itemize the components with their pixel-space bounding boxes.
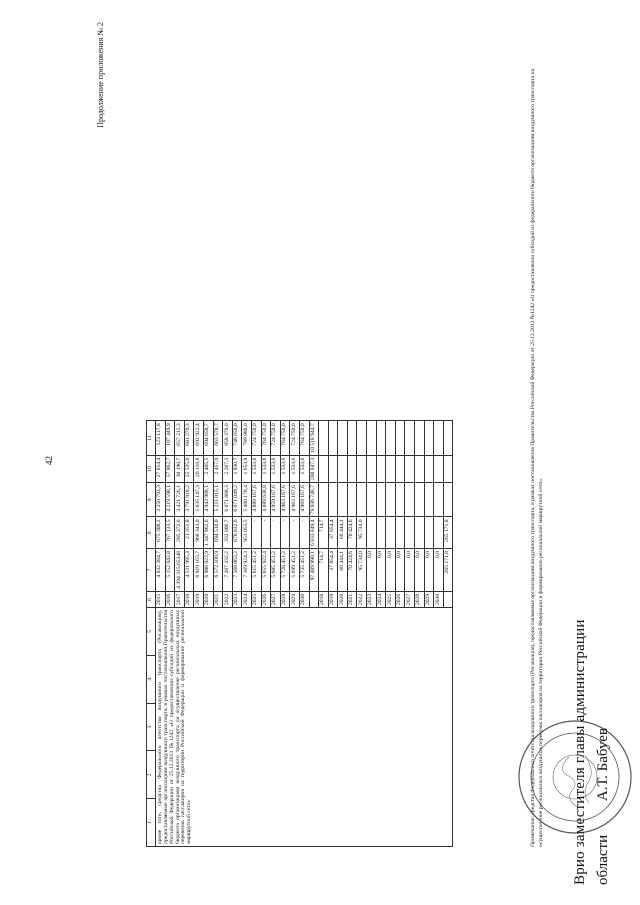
value-cell-c9 xyxy=(405,483,415,517)
year-cell: 2029 xyxy=(290,591,300,607)
value-cell-c11: 10 518 944,7 xyxy=(309,421,319,455)
year-cell: 2027 xyxy=(405,591,415,607)
value-cell-c8 xyxy=(405,517,415,549)
value-cell-c11 xyxy=(357,421,367,455)
value-cell-c11: 657 215,3 xyxy=(175,421,185,455)
value-cell-c7: 97 489 990,1 xyxy=(309,549,319,592)
value-cell-c10 xyxy=(319,455,329,482)
value-cell-c11: 123 117,8 xyxy=(156,421,166,455)
value-cell-c11 xyxy=(338,421,348,455)
funding-source-description: кроме того, средства Федерального агентства воздушного транспорта (Росавиация), предоставляемые организациям воздушного транспорта, в рамках постановления Правительства Российской Федерации от 25.12.2013 №1242 «О предоставлении субсидий из федерального бюджета организациям воздушного транспорта на осуществление региональных воздушных перевозок пассажиров на территории Российской Федерации и формирование региональной маршрутной сети» xyxy=(156,608,453,847)
value-cell-c7: 60 444,1 xyxy=(338,549,348,592)
value-cell-c8: 675 308,2 xyxy=(156,517,166,549)
value-cell-c8: 70 424,6 xyxy=(347,517,357,549)
value-cell-c8: 265 171,8 xyxy=(443,517,453,549)
year-cell: 2018 xyxy=(184,591,194,607)
value-cell-c7: 0,0 xyxy=(395,549,405,592)
total-year-cell xyxy=(443,591,453,607)
value-cell-c9: 6 071 888,3 xyxy=(223,483,233,517)
value-cell-c9 xyxy=(338,483,348,517)
value-cell-c9: 4 889 638,8 xyxy=(261,483,271,517)
year-cell: 2025 xyxy=(386,591,396,607)
value-cell-c7: 5 699 451,2 xyxy=(290,549,300,592)
value-cell-c8: 953 055,5 xyxy=(242,517,252,549)
value-cell-c10 xyxy=(405,455,415,482)
value-cell-c7: 6 572 100,9 xyxy=(213,549,223,592)
page-number: 42 xyxy=(44,456,54,465)
value-cell-c11: 681 270,3 xyxy=(184,421,194,455)
value-cell-c11 xyxy=(443,421,453,455)
value-cell-c7: 0,0 xyxy=(376,549,386,592)
value-cell-c10: 1 533,6 xyxy=(271,455,281,482)
value-cell-c8: 21 351,8 xyxy=(184,517,194,549)
column-number: 6 xyxy=(147,591,156,607)
value-cell-c7: 5 685 451,2 xyxy=(271,549,281,592)
value-cell-c9: 4 969 167,6 xyxy=(299,483,309,517)
year-cell: 2017 xyxy=(175,591,185,607)
value-cell-c10 xyxy=(357,455,367,482)
value-cell-c7: 4 511 995,3 xyxy=(184,549,194,592)
value-cell-c8: 678 832,6 xyxy=(232,517,242,549)
value-cell-c11: 764 750,0 xyxy=(280,421,290,455)
value-cell-c7: 5 728 451,2 xyxy=(280,549,290,592)
column-number: 5 xyxy=(147,608,156,656)
value-cell-c10 xyxy=(367,455,377,482)
year-cell: 2019 xyxy=(328,591,338,607)
value-cell-c10 xyxy=(424,455,434,482)
year-cell: 2026 xyxy=(395,591,405,607)
value-cell-c10 xyxy=(386,455,396,482)
value-cell-c11 xyxy=(386,421,396,455)
value-cell-c7: 7 169 924,3 xyxy=(242,549,252,592)
year-cell: 2021 xyxy=(213,591,223,607)
value-cell-c7: 0,0 xyxy=(367,549,377,592)
value-cell-c9: 5 211 015,1 xyxy=(213,483,223,517)
year-cell: 2018 xyxy=(319,591,329,607)
value-cell-c8: 60 444,1 xyxy=(338,517,348,549)
signature-block xyxy=(595,728,612,885)
value-cell-c8: 6 833 849,4 xyxy=(309,517,319,549)
year-cell: 2024 xyxy=(242,591,252,607)
value-cell-c7: 5 735 451,2 xyxy=(299,549,309,592)
value-cell-c9 xyxy=(328,483,338,517)
value-cell-c10: 1 653,9 xyxy=(242,455,252,482)
value-cell-c8 xyxy=(424,517,434,549)
value-cell-c8: 694 510,0 xyxy=(213,517,223,549)
value-cell-c11 xyxy=(415,421,425,455)
value-cell-c9: 3 250 793,3 xyxy=(156,483,166,517)
year-cell: 2020 xyxy=(203,591,213,607)
year-cell: 2020 xyxy=(338,591,348,607)
value-cell-c8: - xyxy=(290,517,300,549)
footnote: Примечание: средства Федерального агентства воздушного транспорта (Росавиация), предоставляемые организациям воздушного транспорта, в рамках постановления Правительства Российской Федерации от 25.12.2013 №1242 «О предоставлении субсидий из федерального бюджета организациям воздушного транспорта на осуществление региональных воздушных перевозок пассажиров на территории Российской Федерации и формирование региональной маршрутной сети». xyxy=(530,68,544,847)
value-cell-c11 xyxy=(424,421,434,455)
value-cell-c10: 2 267,3 xyxy=(223,455,233,482)
value-cell-c7: 6 919 163,7 xyxy=(194,549,204,592)
value-cell-c7: 7 267 332,2 xyxy=(223,549,233,592)
value-cell-c8 xyxy=(434,517,444,549)
value-cell-c8 xyxy=(367,517,377,549)
value-cell-c9 xyxy=(443,483,453,517)
value-cell-c8: 332 806,7 xyxy=(223,517,233,549)
value-cell-c10 xyxy=(338,455,348,482)
value-cell-c10: 2 457,0 xyxy=(213,455,223,482)
value-cell-c11: 858 370,0 xyxy=(223,421,233,455)
value-cell-c10 xyxy=(328,455,338,482)
value-cell-c10: 30 190,7 xyxy=(175,455,185,482)
table-row xyxy=(156,421,166,847)
value-cell-c9: 4 963 167,6 xyxy=(290,483,300,517)
signature-title: Врио заместителя главы администрации xyxy=(572,619,588,885)
year-cell: 2023 xyxy=(232,591,242,607)
year-cell: 2016 xyxy=(165,591,175,607)
value-cell-c9 xyxy=(415,483,425,517)
value-cell-c7: 37 854,4 xyxy=(328,549,338,592)
year-cell: 2025 xyxy=(251,591,261,607)
value-cell-c11 xyxy=(319,421,329,455)
value-cell-c10 xyxy=(376,455,386,482)
funding-table-body xyxy=(147,421,453,847)
value-cell-c9: 4 943 988,1 xyxy=(203,483,213,517)
column-number: 2 xyxy=(147,751,156,799)
year-cell: 2024 xyxy=(376,591,386,607)
value-cell-c8: - xyxy=(299,517,309,549)
value-cell-c9: 4 959 167,6 xyxy=(271,483,281,517)
value-cell-c11: 724 750,0 xyxy=(290,421,300,455)
value-cell-c9: 3 791 918,2 xyxy=(184,483,194,517)
column-number: 8 xyxy=(147,517,156,549)
value-cell-c10: 1 533,6 xyxy=(261,455,271,482)
value-cell-c7: 70 424,6 xyxy=(347,549,357,592)
column-number-row xyxy=(147,421,156,847)
value-cell-c11: 693 922,4 xyxy=(194,421,204,455)
year-cell: 2027 xyxy=(271,591,281,607)
value-cell-c10: 1 830,7 xyxy=(232,455,242,482)
value-cell-c8: 767 133,5 xyxy=(165,517,175,549)
value-cell-c10: 25 535,0 xyxy=(184,455,194,482)
value-cell-c7: 265 171,8 xyxy=(443,549,453,592)
column-number: 10 xyxy=(147,455,156,482)
value-cell-c7: 0,0 xyxy=(434,549,444,592)
column-number: 4 xyxy=(147,655,156,703)
value-cell-c10: 20 118,8 xyxy=(194,455,204,482)
value-cell-c10: 1 533,6 xyxy=(299,455,309,482)
value-cell-c9: 5 635 147,3 xyxy=(194,483,204,517)
value-cell-c9 xyxy=(434,483,444,517)
year-cell: 2029 xyxy=(424,591,434,607)
year-cell: 2026 xyxy=(261,591,271,607)
value-cell-c11: 107 449,9 xyxy=(165,421,175,455)
funding-table xyxy=(146,420,453,847)
value-cell-c9 xyxy=(357,483,367,517)
appendix-label: Продолжение приложения № 2 xyxy=(96,22,105,128)
value-cell-c7: 5 615 451,2 xyxy=(251,549,261,592)
value-cell-c8: 37 854,4 xyxy=(328,517,338,549)
value-cell-c10 xyxy=(395,455,405,482)
value-cell-c7: 4 032 384,7 xyxy=(156,549,166,592)
value-cell-c10 xyxy=(347,455,357,482)
value-cell-c9 xyxy=(386,483,396,517)
year-cell: 2015 xyxy=(156,591,166,607)
value-cell-c7: 0,0 xyxy=(386,549,396,592)
value-cell-c11 xyxy=(347,421,357,455)
year-cell: 2028 xyxy=(280,591,290,607)
year-cell: 2022 xyxy=(357,591,367,607)
value-cell-c7: 714,7 xyxy=(319,549,329,592)
value-cell-c9: 4 889 167,6 xyxy=(251,483,261,517)
year-cell: 2023 xyxy=(367,591,377,607)
value-cell-c9 xyxy=(376,483,386,517)
value-cell-c11 xyxy=(376,421,386,455)
value-cell-c10: 1 533,6 xyxy=(251,455,261,482)
value-cell-c10 xyxy=(434,455,444,482)
value-cell-c8: - xyxy=(271,517,281,549)
value-cell-c8: - xyxy=(261,517,271,549)
value-cell-c11: 724 750,0 xyxy=(271,421,281,455)
value-cell-c11: 764 750,0 xyxy=(299,421,309,455)
value-cell-c9 xyxy=(367,483,377,517)
value-cell-c8: 95 734,0 xyxy=(357,517,367,549)
value-cell-c9: 4 963 167,6 xyxy=(280,483,290,517)
value-cell-c9 xyxy=(395,483,405,517)
column-number: 1 xyxy=(147,799,156,847)
value-cell-c9: 3 421 726,1 xyxy=(175,483,185,517)
value-cell-c11: 663 578,7 xyxy=(213,421,223,455)
value-cell-c8: 714,7 xyxy=(319,517,329,549)
year-cell: 2019 xyxy=(194,591,204,607)
value-cell-c10 xyxy=(443,455,453,482)
value-cell-c10: 27 814,4 xyxy=(156,455,166,482)
value-cell-c11 xyxy=(405,421,415,455)
value-cell-c8 xyxy=(376,517,386,549)
value-cell-c11: 694 658,7 xyxy=(203,421,213,455)
value-cell-c7: 95 734,0 xyxy=(357,549,367,592)
value-cell-c7: 6 988 023,9 xyxy=(203,549,213,592)
value-cell-c9: 4 219 598,1 xyxy=(165,483,175,517)
value-cell-c8: 1 347 962,6 xyxy=(203,517,213,549)
value-cell-c10: 2 405,5 xyxy=(203,455,213,482)
value-cell-c8: 285 372,6 xyxy=(175,517,185,549)
value-cell-c11: 764 750,0 xyxy=(261,421,271,455)
value-cell-c7: 5 655 922,4 xyxy=(261,549,271,592)
value-cell-c11 xyxy=(434,421,444,455)
value-cell-c11: 724 750,0 xyxy=(251,421,261,455)
value-cell-c7: 0,0 xyxy=(424,549,434,592)
value-cell-c7: 0,0 xyxy=(405,549,415,592)
value-cell-c8 xyxy=(386,517,396,549)
year-cell: 2030 xyxy=(299,591,309,607)
year-cell: 2022 xyxy=(223,591,233,607)
value-cell-c8: - xyxy=(280,517,290,549)
value-cell-c9 xyxy=(319,483,329,517)
value-cell-c10: 200 047,3 xyxy=(309,455,319,482)
value-cell-c9 xyxy=(347,483,357,517)
year-cell: 2030 xyxy=(434,591,444,607)
signatory-name: А.Т. Бабуев xyxy=(595,727,611,802)
value-cell-c11: 789 980,0 xyxy=(242,421,252,455)
value-cell-c10: 57 862,7 xyxy=(165,455,175,482)
column-number: 11 xyxy=(147,421,156,455)
value-cell-c7: 7 568 063,2 xyxy=(232,549,242,592)
value-cell-c9: 6 071 049,2 xyxy=(232,483,242,517)
value-cell-c9: 79 936 748,7 xyxy=(309,483,319,517)
year-cell: 2021 xyxy=(347,591,357,607)
value-cell-c8 xyxy=(395,517,405,549)
value-cell-c8: - xyxy=(251,517,261,549)
column-number: 9 xyxy=(147,483,156,517)
total-year-cell xyxy=(309,591,319,607)
value-cell-c9: 5 460 178,4 xyxy=(242,483,252,517)
value-cell-c7: 0,0 xyxy=(415,549,425,592)
value-cell-c9 xyxy=(424,483,434,517)
value-cell-c10 xyxy=(415,455,425,482)
value-cell-c7: 5 152 043,8 xyxy=(165,549,175,592)
value-cell-c11: 748 650,0 xyxy=(232,421,242,455)
column-number: 3 xyxy=(147,703,156,751)
value-cell-c10: 1 533,6 xyxy=(290,455,300,482)
year-cell: 2028 xyxy=(415,591,425,607)
value-cell-c10: 1 533,6 xyxy=(280,455,290,482)
value-cell-c8: 968 343,0 xyxy=(194,517,204,549)
column-number: 7 xyxy=(147,549,156,592)
value-cell-c11 xyxy=(328,421,338,455)
value-cell-c7: 4 394 315,65348 xyxy=(175,549,185,592)
value-cell-c11 xyxy=(367,421,377,455)
value-cell-c8 xyxy=(415,517,425,549)
signature-region: области xyxy=(595,834,611,885)
value-cell-c11 xyxy=(395,421,405,455)
